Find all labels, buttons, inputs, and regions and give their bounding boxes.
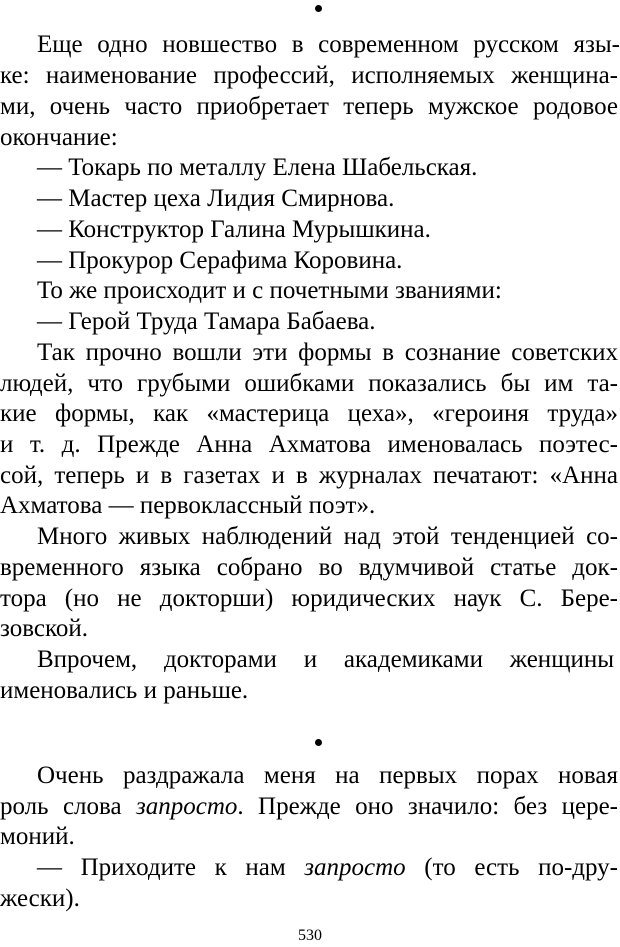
emphasized-word: запросто — [135, 793, 238, 820]
dialogue-line: — Конструктор Галина Мурышкина. — [37, 216, 431, 243]
text-line: Так прочно вошли эти формы в сознание советских — [37, 339, 618, 366]
page-number: 530 — [298, 927, 322, 944]
dialogue-line: — Приходите к нам запросто (то есть по-дру- — [37, 854, 619, 881]
text-line: ке: наименование профессий, исполняемых женщина- — [0, 62, 618, 89]
section-separator-dot — [315, 739, 322, 746]
emphasized-word: запросто — [304, 854, 406, 881]
text-line: Еще одно новшество в современном русском язы- — [37, 31, 620, 58]
text-line: Впрочем, докторами и академиками женщины — [37, 646, 614, 673]
text-line: Очень раздражала меня на первых порах новая — [37, 762, 618, 789]
text-line: жески). — [0, 885, 80, 912]
text-line: моний. — [0, 823, 75, 850]
text-line: людей, что грубыми ошибками показались бы им та- — [0, 370, 618, 397]
text-line: Ахматова — первоклассный поэт». — [0, 492, 376, 519]
dialogue-line: — Мастер цеха Лидия Смирнова. — [37, 185, 395, 212]
text-line: Много живых наблюдений над этой тенденцией со- — [37, 523, 618, 550]
text-line: роль слова запросто. Прежде оно значило: без цере- — [0, 793, 618, 820]
text-line: кие формы, как «мастерица цеха», «героиня труда» — [0, 400, 618, 427]
dialogue-line: — Герой Труда Тамара Бабаева. — [37, 308, 376, 335]
text-line: временного языка собрано во вдумчивой статье док- — [0, 554, 618, 581]
section-separator-dot — [315, 5, 322, 12]
text-line: ми, очень часто приобретает теперь мужское родовое — [0, 93, 618, 120]
text-line: зовской. — [0, 615, 88, 642]
text-line: То же происходит и с почетными званиями: — [37, 277, 502, 304]
text-line: окончание: — [0, 124, 118, 151]
text-line: и т. д. Прежде Анна Ахматова именовалась поэтес- — [0, 431, 618, 458]
text-line: тора (но не докторши) юридических наук С. Бере- — [0, 585, 618, 612]
dialogue-line: — Токарь по металлу Елена Шабельская. — [37, 154, 478, 181]
dialogue-line: — Прокурор Серафима Коровина. — [37, 247, 403, 274]
text-line: именовались и раньше. — [0, 677, 249, 704]
text-line: сой, теперь и в газетах и в журналах печатают: «Анна — [0, 462, 618, 489]
